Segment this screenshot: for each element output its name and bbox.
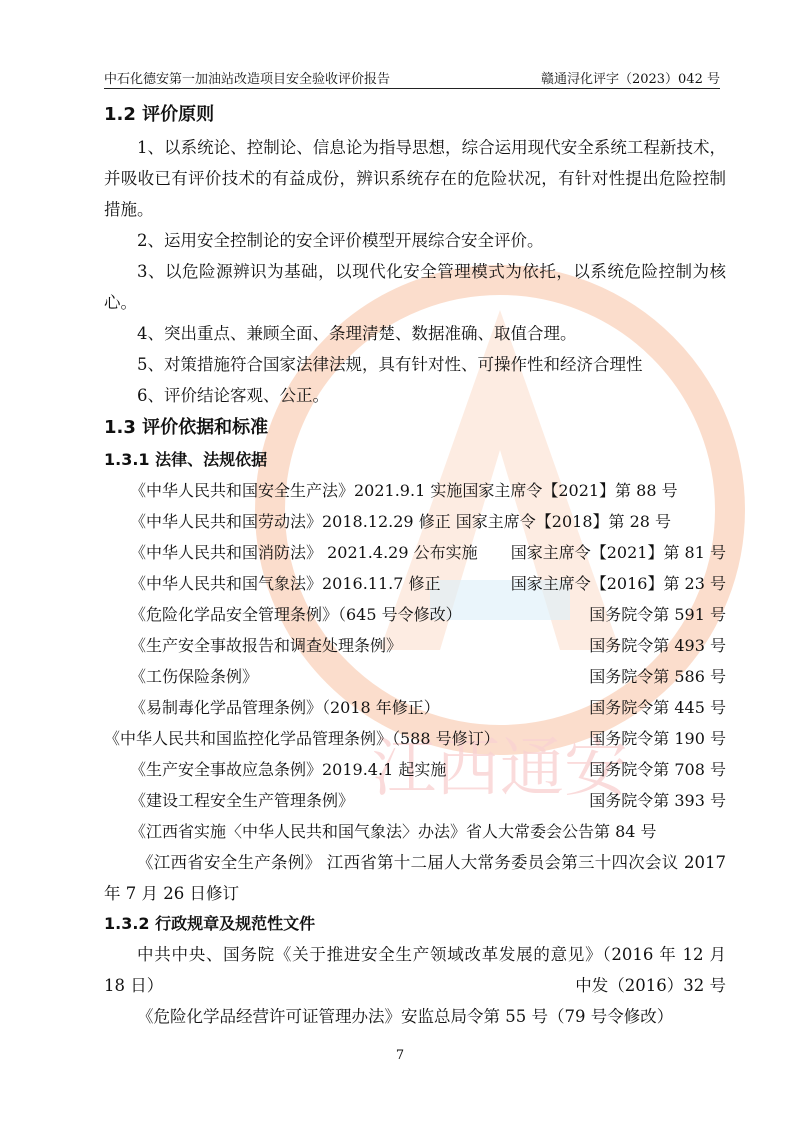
law-item: 《工伤保险条例》 国务院令第 586 号 [130, 667, 726, 686]
principle-4: 4、突出重点、兼顾全面、条理清楚、数据准确、取值合理。 [137, 324, 577, 343]
page-header [104, 66, 720, 89]
law-item: 《易制毒化学品管理条例》（2018 年修正） 国务院令第 445 号 [130, 698, 726, 717]
principle-5: 5、对策措施符合国家法律法规，具有针对性、可操作性和经济合理性 [137, 355, 643, 374]
regulation-2: 《危险化学品经营许可证管理办法》安监总局令第 55 号（79 号令修改） [137, 1007, 674, 1026]
subsection-title-1-3-1: 1.3.1 法律、法规依据 [104, 450, 268, 469]
law-item-last: 《江西省安全生产条例》 江西省第十二届人大常务委员会第三十四次会议 2017 年 7 月 26 日修订 [104, 853, 726, 903]
regulation-1: 中共中央、国务院《关于推进安全生产领域改革发展的意见》（2016 年 12 月 18 日） 中发（2016）32 号 [104, 939, 726, 1001]
law-item: 《生产安全事故报告和调查处理条例》 国务院令第 493 号 [130, 636, 726, 655]
principle-2: 2、运用安全控制论的安全评价模型开展综合安全评价。 [137, 231, 544, 250]
law-item: 《中华人民共和国监控化学品管理条例》（588 号修订） 国务院令第 190 号 [104, 729, 726, 748]
law-item: 《中华人民共和国安全生产法》2021.9.1 实施国家主席令【2021】第 88 号 [130, 481, 678, 500]
section-title-1-3: 1.3 评价依据和标准 [104, 417, 269, 438]
law-item: 《江西省实施〈中华人民共和国气象法〉办法》省人大常委会公告第 84 号 [130, 822, 657, 841]
subsection-title-1-3-2: 1.3.2 行政规章及规范性文件 [104, 914, 316, 933]
law-item: 《中华人民共和国气象法》2016.11.7 修正 国家主席令【2016】第 23 号 [130, 574, 726, 593]
law-item: 《建设工程安全生产管理条例》 国务院令第 393 号 [130, 791, 726, 810]
section-title-1-2: 1.2 评价原则 [104, 104, 215, 125]
header-report-title: 中石化德安第一加油站改造项目安全验收评价报告 [104, 72, 391, 87]
principle-3: 3、以危险源辨识为基础，以现代化安全管理模式为依托，以系统危险控制为核心。 [104, 262, 726, 312]
law-item: 《危险化学品安全管理条例》（645 号令修改） 国务院令第 591 号 [130, 605, 726, 624]
svg-text:江西通安: 江西通安 [372, 732, 628, 806]
law-item: 《中华人民共和国劳动法》2018.12.29 修正 国家主席令【2018】第 28 号 [130, 512, 672, 531]
page-number: 7 [395, 1048, 405, 1063]
principle-1: 1、以系统论、控制论、信息论为指导思想，综合运用现代安全系统工程新技术，并吸收已有评价技术的有益成份，辨识系统存在的危险状况，有针对性提出危险控制措施。 [104, 138, 726, 219]
page-content [104, 98, 726, 1032]
law-item: 《中华人民共和国消防法》 2021.4.29 公布实施 国家主席令【2021】第 81 号 [130, 543, 726, 562]
header-report-number: 赣通浔化评字（2023）042 号 [540, 72, 720, 87]
principle-6: 6、评价结论客观、公正。 [137, 386, 329, 405]
regulation-1-number: 中发（2016）32 号 [575, 976, 726, 995]
law-item: 《生产安全事故应急条例》2019.4.1 起实施 国务院令第 708 号 [130, 760, 726, 779]
